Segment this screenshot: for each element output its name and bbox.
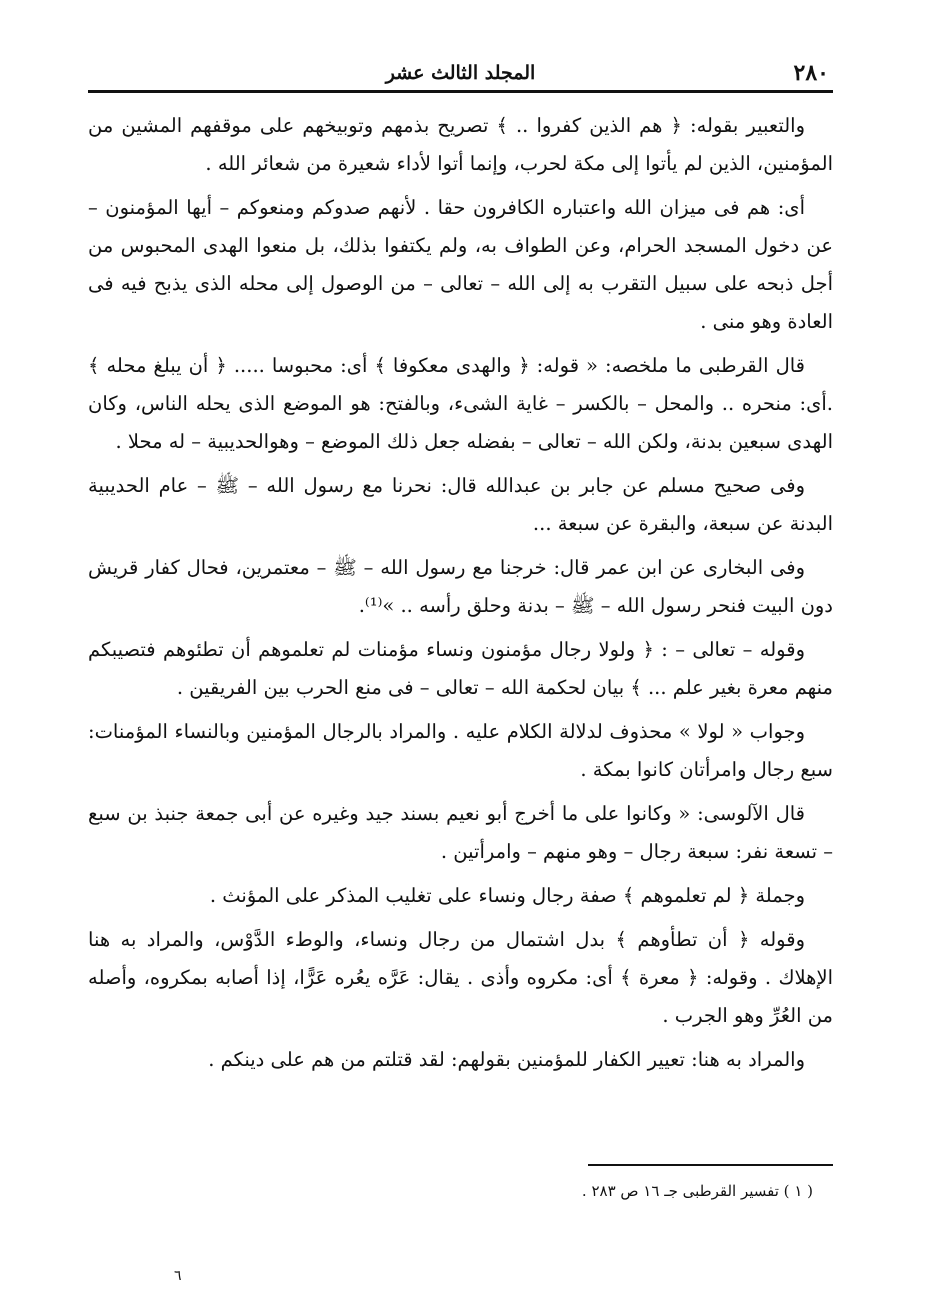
running-title: المجلد الثالث عشر xyxy=(385,62,536,84)
paragraph: وجملة ﴿ لم تعلموهم ﴾ صفة رجال ونساء على تغليب المذكر على المؤنث . xyxy=(209,884,805,907)
paragraph: وقوله – تعالى – : ﴿ ولولا رجال مؤمنون ونساء مؤمنات لم تعلموهم أن تطئوهم فتصيبكم منهم معرة بغير علم ... ﴾ بيان لحكمة الله – تعالى – فى منع الحرب بين الفريقين . xyxy=(88,638,833,699)
signature-mark: ٦ xyxy=(174,1268,182,1284)
body-text xyxy=(88,107,833,1079)
paragraph: والمراد به هنا: تعيير الكفار للمؤمنين بقولهم: لقد قتلتم من هم على دينكم . xyxy=(208,1048,805,1071)
paragraph: وقوله ﴿ أن تطأوهم ﴾ بدل اشتمال من رجال ونساء، والوطء الدَّوْس، والمراد به هنا الإهلاك . وقوله: ﴿ معرة ﴾ أى: مكروه وأذى . يقال: عَرَّه يعُره عَرًّا، إذا أصابه بمكروه، وأصله من العُرِّ وهو الجرب . xyxy=(88,928,833,1027)
paragraph: قال القرطبى ما ملخصه: « قوله: ﴿ والهدى معكوفا ﴾ أى: محبوسا ..... ﴿ أن يبلغ محله ﴾ .أى: منحره .. والمحل – بالكسر – غاية الشىء، وبالفتح: هو الموضع الذى يحله الناس، وكان الهدى سبعين بدنة، ولكن الله – تعالى – بفضله جعل ذلك الموضع – وهوالحديبية – له محلا . xyxy=(88,354,833,453)
page-header xyxy=(88,56,833,93)
page-number: ٢٨٠ xyxy=(793,60,829,86)
paragraph: وفى صحيح مسلم عن جابر بن عبدالله قال: نحرنا مع رسول الله – ﷺ – عام الحديبية البدنة عن سبعة، والبقرة عن سبعة ... xyxy=(88,474,833,535)
paragraph: والتعبير بقوله: ﴿ هم الذين كفروا .. ﴾ تصريح بذمهم وتوبيخهم على موقفهم المشين من المؤمنين، الذين لم يأتوا إلى مكة لحرب، وإنما أتوا لأداء شعيرة من شعائر الله . xyxy=(88,114,833,175)
paragraph: وجواب « لولا » محذوف لدلالة الكلام عليه . والمراد بالرجال المؤمنين وبالنساء المؤمنات: سبع رجال وامرأتان كانوا بمكة . xyxy=(88,720,833,781)
book-page xyxy=(88,56,833,1284)
paragraph: أى: هم فى ميزان الله واعتباره الكافرون حقا . لأنهم صدوكم ومنعوكم – أيها المؤمنون – عن دخول المسجد الحرام، وعن الطواف به، ولم يكتفوا بذلك، بل منعوا الهدى المحبوس من أجل ذبحه على سبيل التقرب به إلى الله – تعالى – من الوصول إلى محله الذى يذبح فيه فى العادة وهو منى . xyxy=(88,196,833,333)
paragraph: وفى البخارى عن ابن عمر قال: خرجنا مع رسول الله – ﷺ – معتمرين، فحال كفار قريش دون البيت فنحر رسول الله – ﷺ – بدنة وحلق رأسه .. »⁽¹⁾. xyxy=(88,556,833,617)
footnote: ( ١ ) تفسير القرطبى جـ ١٦ ص ٢٨٣ . xyxy=(581,1182,813,1200)
footnote-divider xyxy=(588,1164,833,1166)
paragraph: قال الآلوسى: « وكانوا على ما أخرج أبو نعيم بسند جيد وغيره عن أبى جمعة جنبذ بن سبع – تسعة نفر: سبعة رجال – وهو منهم – وامرأتين . xyxy=(88,802,833,863)
